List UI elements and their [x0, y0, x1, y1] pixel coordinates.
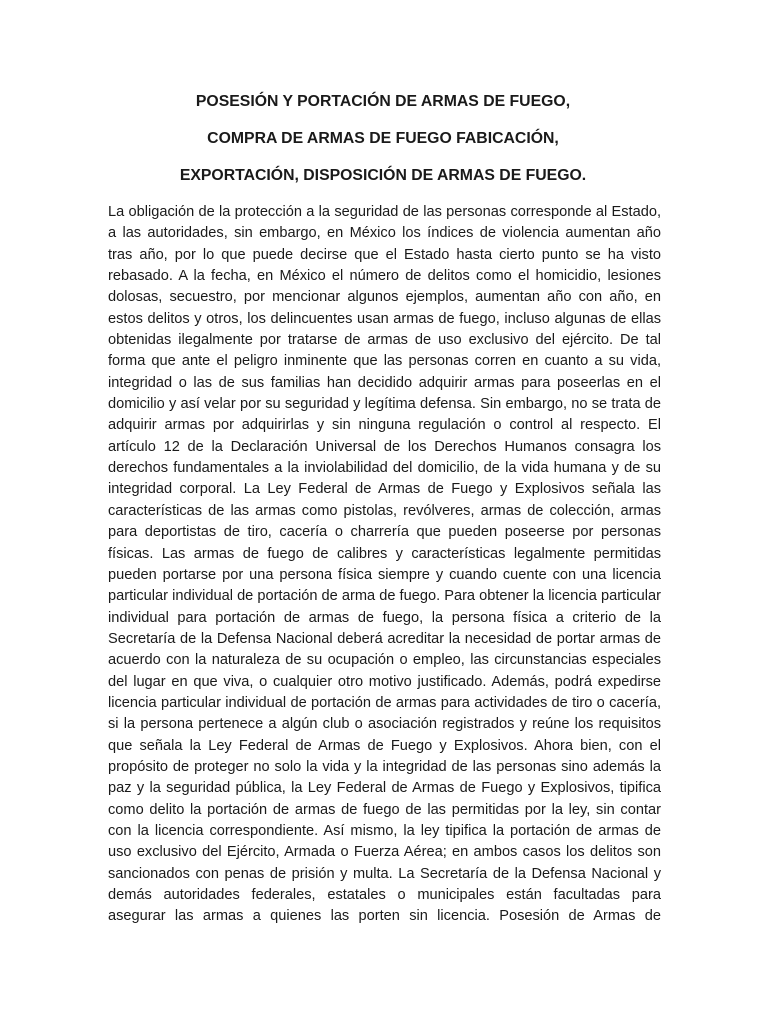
title-line-3: EXPORTACIÓN, DISPOSICIÓN DE ARMAS DE FUEGO. [179, 167, 587, 184]
title-line-1: POSESIÓN Y PORTACIÓN DE ARMAS DE FUEGO, [195, 93, 571, 110]
title-line-2: COMPRA DE ARMAS DE FUEGO FABICACIÓN, [207, 130, 559, 147]
document-title [100, 93, 666, 204]
body-paragraph: La obligación de la protección a la seguridad de las personas corresponde al Estado, a las autoridades, sin embargo, en México los índices de violencia aumentan año tras año, por lo que puede decirse que el Estado hasta cierto punto se ha visto rebasado. A la fecha, en México el número de delitos como el homicidio, lesiones dolosas, secuestro, por mencionar algunos ejemplos, aumentan año con año, en estos delitos y otros, los delincuentes usan armas de fuego, incluso algunas de ellas obtenidas ilegalmente por tratarse de armas de uso exclusivo del ejército. De tal forma que ante el peligro inminente que las personas corren en cuanto a su vida, integridad o las de sus familias han decidido adquirir armas para poseerlas en el domicilio y así velar por su seguridad y legítima defensa. Sin embargo, no se trata de adquirir armas por adquirirlas y sin ninguna regulación o control al respecto. El artículo 12 de la Declaración Universal de los Derechos Humanos consagra los derechos fundamentales a la inviolabilidad del domicilio, de la vida humana y de su integridad corporal. La Ley Federal de Armas de Fuego y Explosivos señala las características de las armas como pistolas, revólveres, armas de colección, armas para deportistas de tiro, cacería o charrería que pueden poseerse por personas físicas. Las armas de fuego de calibres y características legalmente permitidas pueden portarse por una persona física siempre y cuando cuente con una licencia particular individual de portación de arma de fuego. Para obtener la licencia particular individual para portación de armas de fuego, la persona física a criterio de la Secretaría de la Defensa Nacional deberá acreditar la necesidad de portar armas de acuerdo con la naturaleza de su ocupación o empleo, las circunstancias especiales del lugar en que viva, o cualquier otro motivo justificado. Además, podrá expedirse licencia particular individual de portación de armas para actividades de tiro o cacería, si la persona pertenece a algún club o asociación registrados y reúne los requisitos que señala la Ley Federal de Armas de Fuego y Explosivos. Ahora bien, con el propósito de proteger no solo la vida y la integridad de las personas sino además la paz y la seguridad pública, la Ley Federal de Armas de Fuego y Explosivos, tipifica como delito la portación de armas de fuego de las permitidas por la ley, sin contar con la licencia correspondiente. Así mismo, la ley tipifica la portación de armas de uso exclusivo del Ejército, Armada o Fuerza Aérea; en ambos casos los delitos son sancionados con penas de prisión y multa. La Secretaría de la Defensa Nacional y demás autoridades federales, estatales o municipales están facultadas para asegurar las armas a quienes las porten sin licencia. Posesión de Armas de [108, 204, 661, 925]
